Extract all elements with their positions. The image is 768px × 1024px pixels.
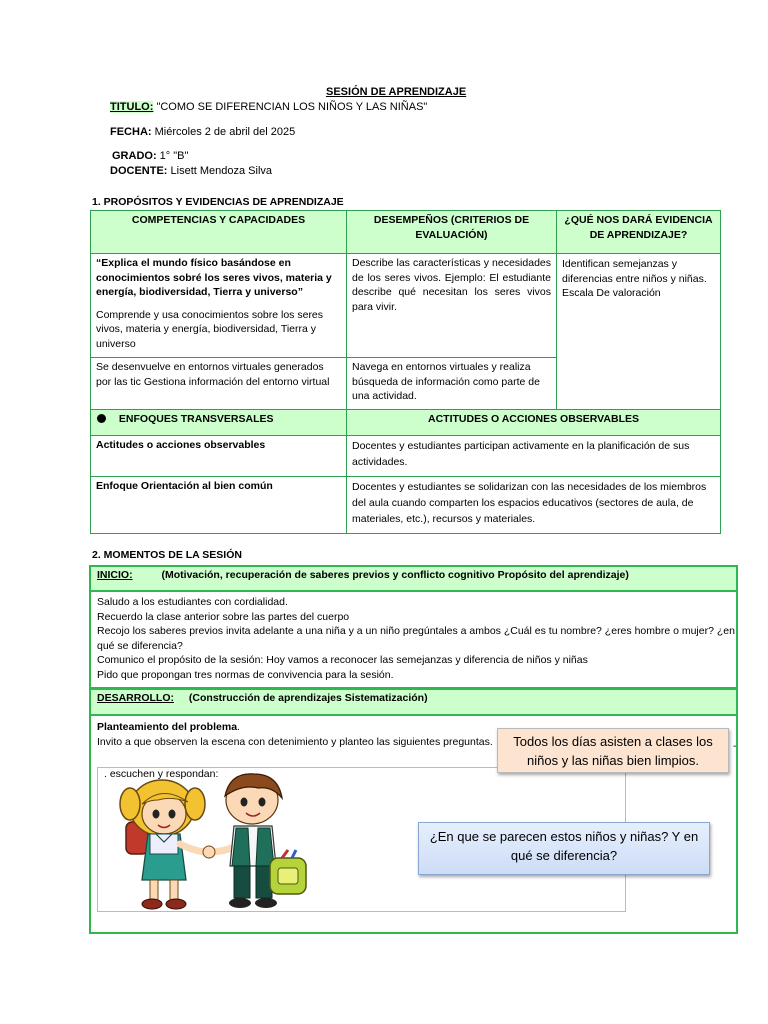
section1-heading: 1. PROPÓSITOS Y EVIDENCIAS DE APRENDIZAJE: [92, 196, 344, 208]
evidencia-text: Identifican semejanzas y diferencias entre niños y niñas.: [562, 258, 707, 285]
callout-question: ¿En que se parecen estos niños y niñas? Y en qué se diferencia?: [418, 822, 710, 875]
dash-mark: -: [733, 741, 737, 752]
actitudes-text-cell: Docentes y estudiantes participan activamente en la planificación de sus actividades.: [347, 436, 721, 477]
desempeno-cell: Describe las características y necesidades de los seres vivos. Ejemplo: El estudiante describe qué necesitan los seres vivos para vivir.: [347, 254, 557, 358]
fecha-value: Miércoles 2 de abril del 2025: [154, 126, 296, 138]
planteamiento-title: Planteamiento del problema.: [97, 721, 240, 733]
fecha-label: FECHA:: [110, 126, 152, 138]
desempeno-tic-cell: Navega en entornos virtuales y realiza búsqueda de información como parte de una actividad.: [347, 358, 557, 410]
competencia-title: “Explica el mundo físico basándose en conocimientos sobré los seres vivos, materia y energía, biodiversidad, Tierra y universo”: [96, 257, 332, 298]
grado-value: 1° "B": [159, 150, 189, 162]
enfoques-header: ENFOQUES TRANSVERSALES: [118, 413, 274, 425]
competencia-tic-cell: Se desenvuelve en entornos virtuales generados por las tic Gestiona información del entorno virtual: [91, 358, 347, 410]
inicio-line: qué se diferencia?: [97, 639, 183, 652]
titulo-value: "COMO SE DIFERENCIAN LOS NIÑOS Y LAS NIÑAS": [156, 101, 428, 113]
desarrollo-label: DESARROLLO:: [97, 692, 174, 704]
page-title: SESIÓN DE APRENDIZAJE: [326, 86, 467, 98]
purposes-table: [90, 210, 721, 534]
docente-label: DOCENTE:: [110, 165, 168, 177]
children-illustration: [112, 770, 312, 912]
docente-line: [110, 165, 272, 177]
fecha-line: [110, 126, 295, 138]
titulo-label: TITULO:: [110, 101, 154, 113]
desarrollo-desc: (Construcción de aprendizajes Sistematización): [188, 692, 428, 704]
bullet-icon: [97, 414, 106, 423]
inicio-line: Saludo a los estudiantes con cordialidad.: [97, 596, 288, 608]
evidencia-cell: [557, 254, 721, 410]
competencia-text: Comprende y usa conocimientos sobre los seres vivos, materia y energía, biodiversidad, Tierra y universo: [96, 308, 324, 350]
inicio-body: [91, 592, 736, 683]
inicio-box: [89, 565, 738, 689]
inicio-line: Recojo los saberes previos invita adelante a una niña y a un niño pregúntales a ambos ¿Cuál es tu nombre? ¿eres hombre o mujer? ¿en: [97, 625, 735, 637]
competencia-cell: [91, 254, 347, 358]
inicio-line: Pido que propongan tres normas de convivencia para la sesión.: [97, 668, 394, 681]
col-header-evidencia: ¿QUÉ NOS DARÁ EVIDENCIA DE APRENDIZAJE?: [557, 211, 721, 254]
actitudes-label-cell: Actitudes o acciones observables: [91, 436, 347, 477]
inicio-line: Comunico el propósito de la sesión: Hoy vamos a reconocer las semejanzas y diferencia de niños y niñas: [97, 654, 588, 666]
grado-line: [112, 150, 188, 162]
section2-heading: 2. MOMENTOS DE LA SESIÓN: [92, 549, 242, 561]
image-caption: . escuchen y respondan:: [104, 768, 219, 780]
evidencia-instrument: Escala De valoración: [562, 287, 661, 299]
col-header-desempenos: DESEMPEÑOS (CRITERIOS DE EVALUACIÓN): [347, 211, 557, 254]
titulo-line: [110, 101, 427, 113]
docente-value: Lisett Mendoza Silva: [170, 165, 273, 177]
planteamiento-text: Invito a que observen la escena con detenimiento y planteo las siguientes preguntas.: [97, 735, 493, 748]
inicio-line: Recuerdo la clase anterior sobre las partes del cuerpo: [97, 610, 350, 623]
inicio-desc: (Motivación, recuperación de saberes previos y conflicto cognitivo Propósito del aprendizaje): [161, 569, 629, 581]
desarrollo-header: [91, 690, 736, 716]
enfoques-header-cell: [91, 410, 347, 436]
actitudes-header: ACTITUDES O ACCIONES OBSERVABLES: [347, 410, 721, 436]
callout-statement: Todos los días asisten a clases los niños y las niñas bien limpios.: [497, 728, 729, 773]
inicio-header: [91, 567, 736, 592]
enfoque-bien-comun-cell: Enfoque Orientación al bien común: [91, 477, 347, 534]
col-header-competencias: COMPETENCIAS Y CAPACIDADES: [91, 211, 347, 254]
inicio-label: INICIO:: [97, 569, 133, 581]
grado-label: GRADO:: [112, 150, 157, 162]
bien-comun-text-cell: Docentes y estudiantes se solidarizan con las necesidades de los miembros del aula cuando comparten los espacios educativos (sectores de aula, de materiales, etc.), recursos y materiales.: [347, 477, 721, 534]
